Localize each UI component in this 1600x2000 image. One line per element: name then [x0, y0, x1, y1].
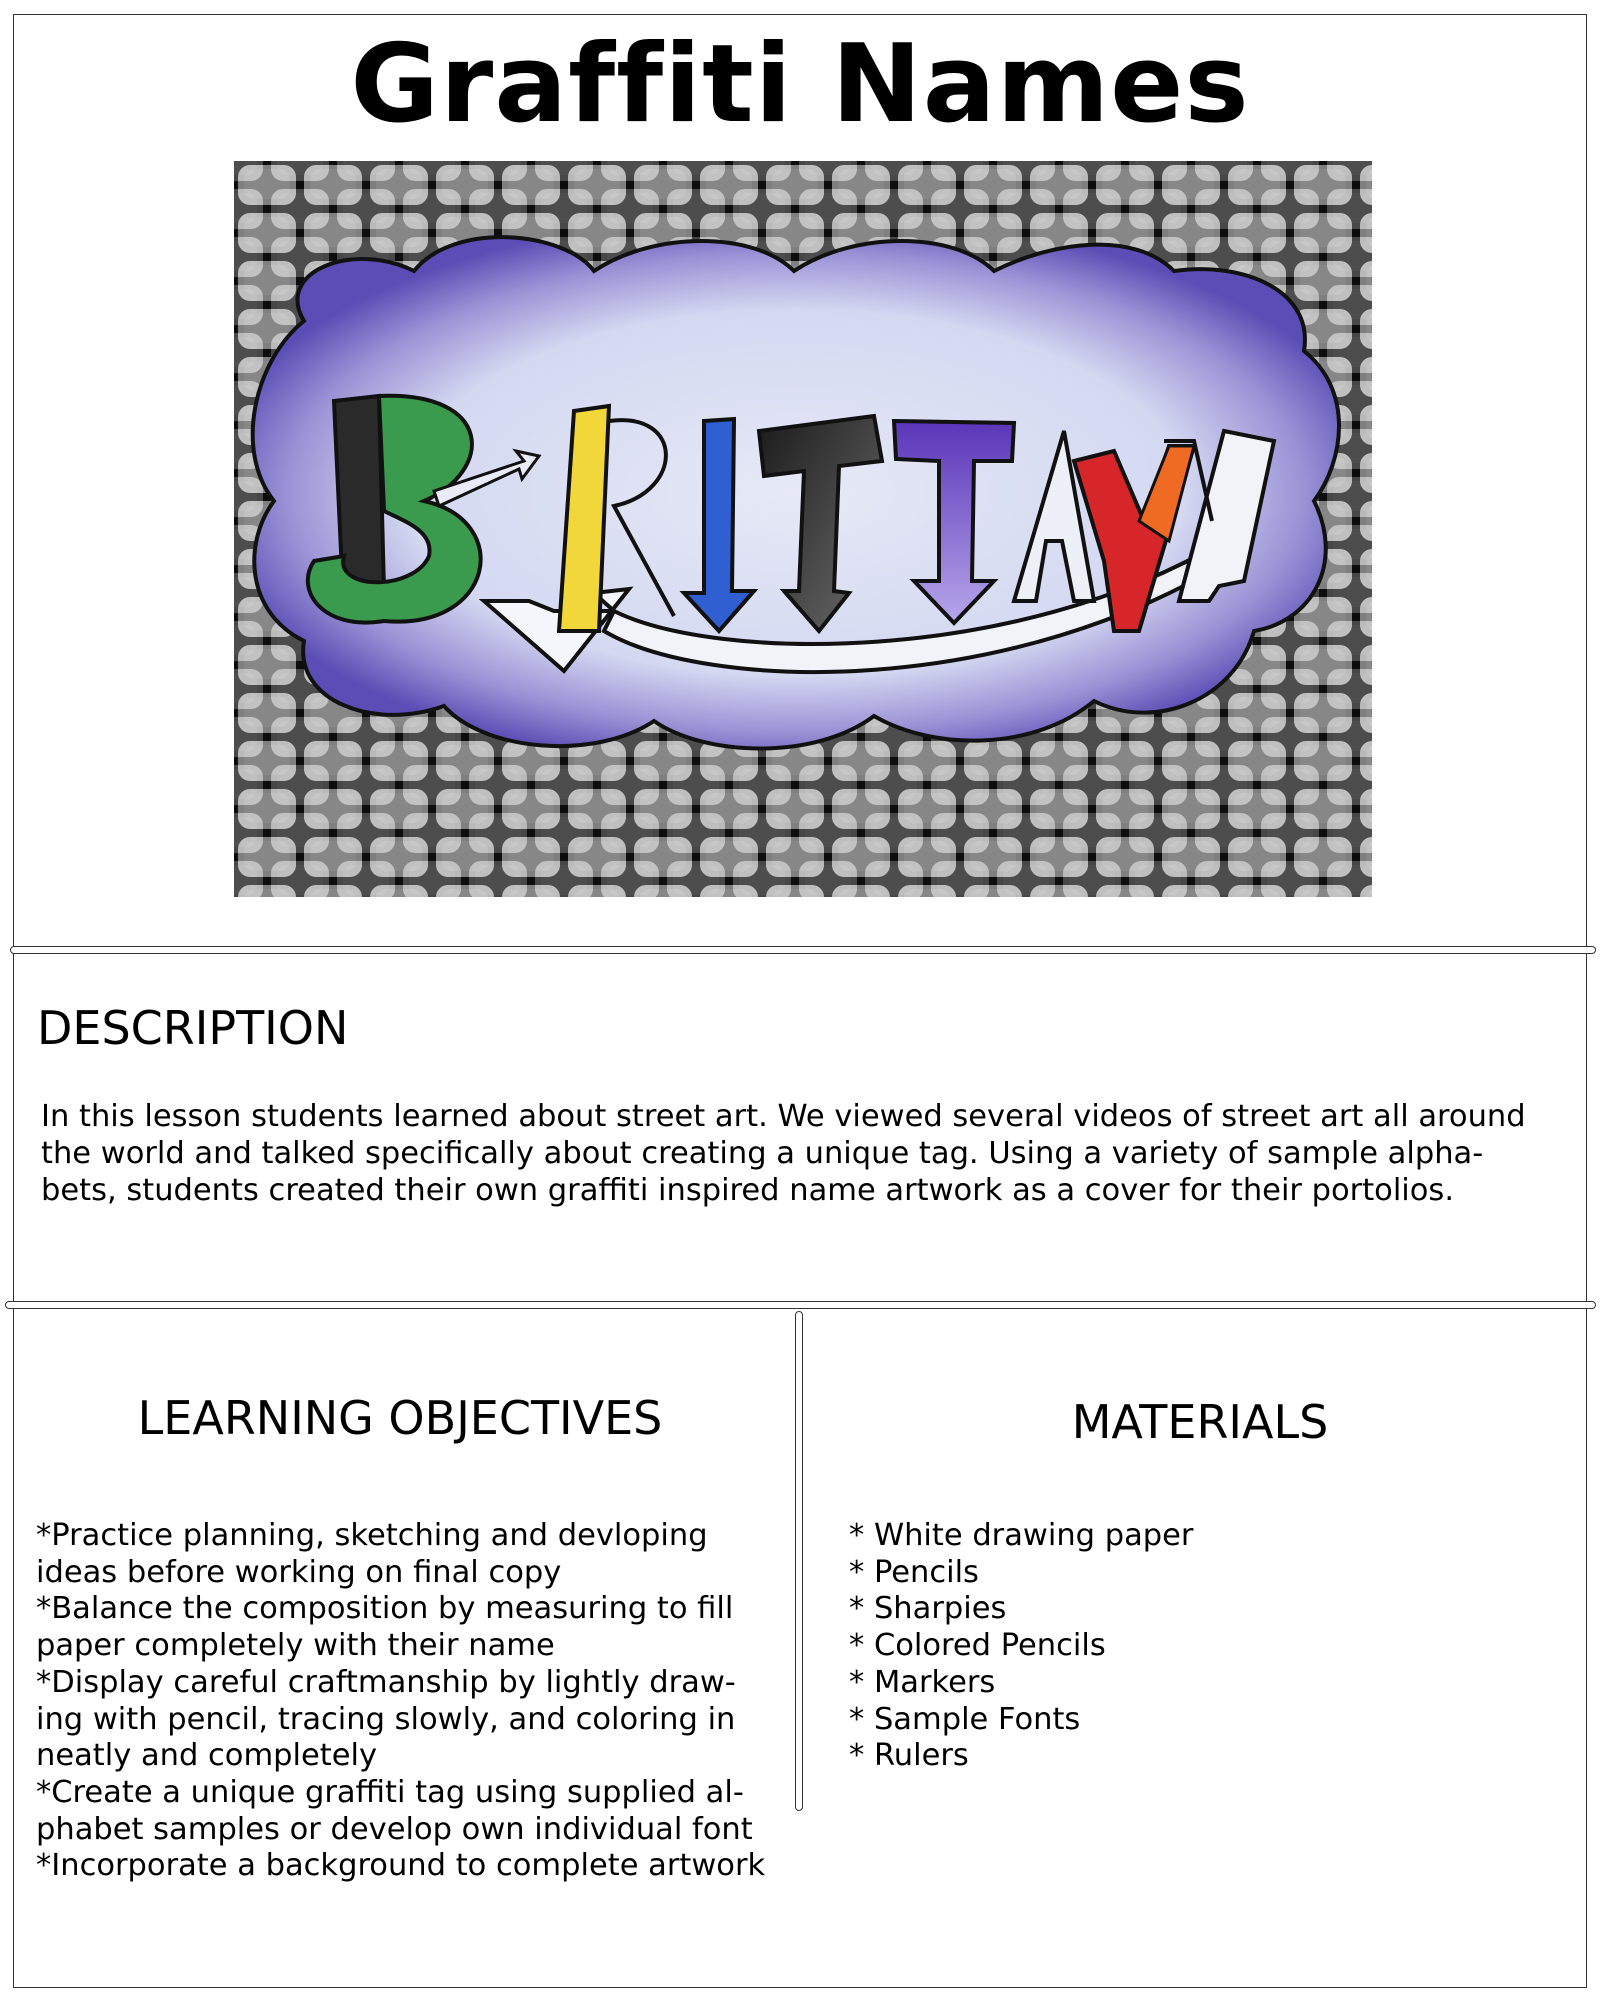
objective-line: ing with pencil, tracing slowly, and coloring in [36, 1701, 736, 1737]
description-line: bets, students created their own graffiti inspired name artwork as a cover for their portolios. [41, 1173, 1455, 1208]
graffiti-artwork-image [234, 161, 1372, 897]
objective-line: *Create a unique graffiti tag using supplied al- [36, 1774, 744, 1810]
objective-line: *Balance the composition by measuring to fill [36, 1591, 734, 1627]
objective-line: paper completely with their name [36, 1628, 555, 1664]
section-divider [5, 1301, 1596, 1309]
page-title: Graffiti Names [350, 22, 1250, 147]
section-divider [10, 946, 1596, 954]
objective-line: *Incorporate a background to complete artwork [36, 1848, 766, 1884]
material-item: * White drawing paper [849, 1518, 1194, 1553]
objective-line: neatly and completely [36, 1738, 378, 1774]
description-line: In this lesson students learned about street art. We viewed several videos of street art all around [41, 1099, 1526, 1134]
description-heading: DESCRIPTION [37, 1001, 349, 1055]
material-item: * Sample Fonts [849, 1701, 1081, 1737]
objective-line: ideas before working on final copy [36, 1554, 562, 1590]
objective-line: phabet samples or develop own individual font [36, 1811, 753, 1847]
learning-objectives-list [36, 1518, 796, 1885]
description-text [41, 1098, 1581, 1209]
objective-line: *Practice planning, sketching and devloping [36, 1518, 708, 1553]
material-item: * Pencils [849, 1554, 979, 1590]
learning-objectives-heading: LEARNING OBJECTIVES [137, 1391, 663, 1445]
materials-list [849, 1518, 1569, 1775]
material-item: * Sharpies [849, 1591, 1007, 1627]
objective-line: *Display careful craftmanship by lightly draw- [36, 1664, 736, 1700]
material-item: * Markers [849, 1664, 996, 1700]
materials-heading: MATERIALS [1071, 1395, 1329, 1449]
column-divider [795, 1311, 803, 1811]
material-item: * Rulers [849, 1738, 969, 1774]
description-line: the world and talked specifically about creating a unique tag. Using a variety of sample alpha- [41, 1136, 1484, 1171]
material-item: * Colored Pencils [849, 1628, 1106, 1664]
